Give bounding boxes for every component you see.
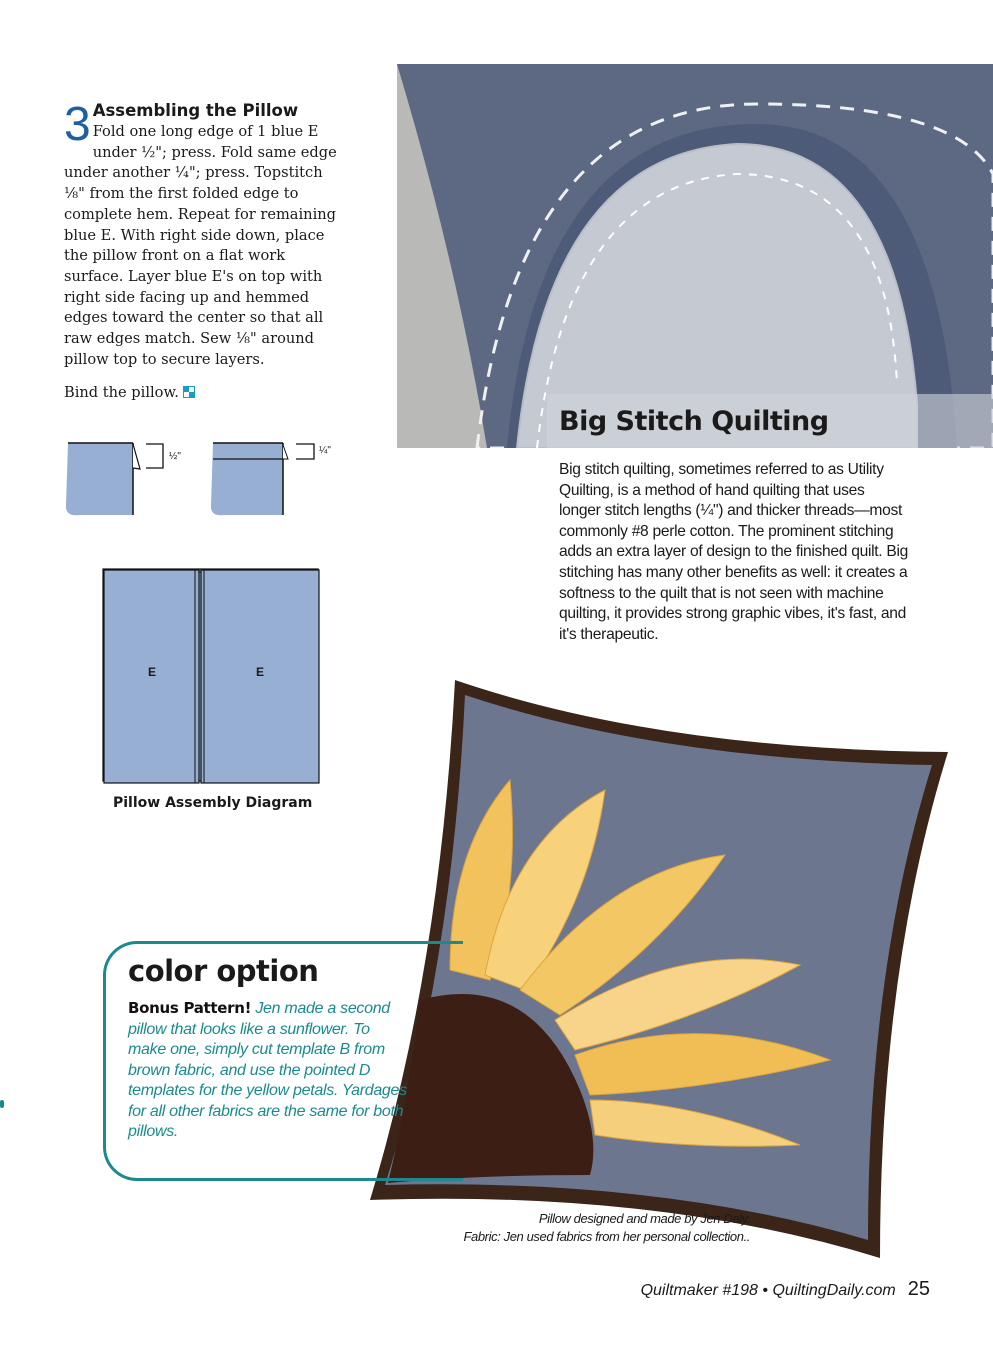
step-number: 3 (64, 98, 91, 151)
fold-2-label: ¼" (319, 445, 331, 456)
publication-info: Quiltmaker #198 • QuiltingDaily.com (640, 1282, 896, 1299)
fold-diagram-2-fabric (211, 443, 283, 515)
sidebar-title: Big Stitch Quilting (559, 406, 829, 437)
color-option-text: Jen made a second pillow that looks like a sunflower. To make one, simply cut template B from brown fabric, and use the pointed D templates for the yellow petals. Yardages for all other fabrics are the same for both pillows. (128, 1000, 407, 1140)
step-body: Fold one long edge of 1 blue E under ½"; press. Fold same edge under another ¼"; press. Topstitch ⅛" from the first folded edge to complete hem. Repeat for remaining blue E. With right side down, place the pillow front on a flat work surface. Layer blue E's on top with right side facing up and hemmed edges toward the center so that all raw edges match. Sew ⅛" around pillow top to secure layers. (64, 123, 337, 368)
bind-text: Bind the pillow. (64, 384, 179, 401)
photo-caption (440, 1210, 750, 1246)
panel-right-label: E (256, 665, 265, 679)
step-title: Assembling the Pillow (92, 101, 299, 120)
margin-mark (0, 1100, 4, 1108)
color-option-title: color option (128, 954, 319, 988)
pillow-assembly-diagram (100, 566, 325, 786)
page-footer (560, 1278, 930, 1301)
caption-line-2: Fabric: Jen used fabrics from her personal collection.. (463, 1229, 750, 1244)
color-option-body (128, 998, 408, 1143)
fold-diagram-1-fabric (66, 443, 133, 515)
sidebar-body: Big stitch quilting, sometimes referred to as Utility Quilting, is a method of hand quilting that uses longer stitch lengths (¼") and thicker threads—most commonly #8 perle cotton. The prominent stitching adds an extra layer of design to the finished quilt. Big stitching has many other benefits as well: it creates a softness to the quilt that is not seen with machine quilting, it provides strong graphic vibes, it's fast, and it's therapeutic. (559, 461, 909, 643)
fold-1-label: ½" (169, 451, 181, 462)
color-option-lead: Bonus Pattern! (128, 999, 252, 1017)
caption-line-1: Pillow designed and made by Jen Daly. (538, 1211, 750, 1226)
step-3-instructions (64, 100, 339, 370)
diagram-title: Pillow Assembly Diagram (113, 795, 313, 811)
big-stitch-photo (397, 64, 993, 448)
panel-left-label: E (148, 665, 157, 679)
fold-diagrams (60, 435, 350, 525)
end-mark-icon (183, 386, 195, 398)
page-number: 25 (907, 1278, 930, 1300)
bind-instruction (64, 384, 195, 401)
